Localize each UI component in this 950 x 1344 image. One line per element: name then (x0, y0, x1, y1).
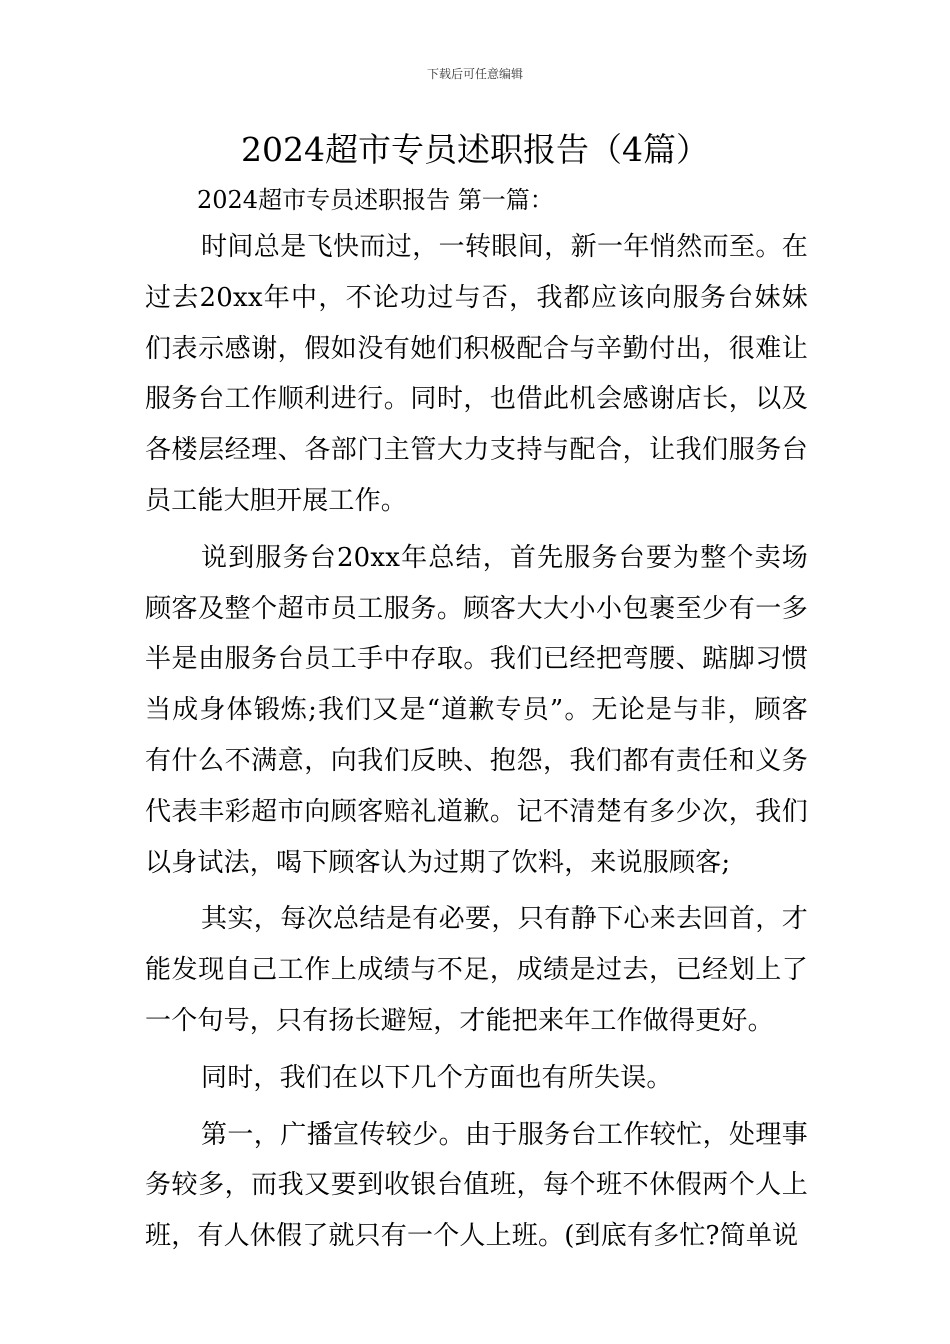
header-note: 下载后可任意编辑 (426, 67, 523, 81)
paragraph-1: 时间总是飞快而过，一转眼间，新一年悄然而至。在过去20xx年中，不论功过与否，我都应该向服务台妹妹们表示感谢，假如没有她们积极配合与辛勤付出，很难让服务台工作顺利进行。同时，也借此机会感谢店长，以及各楼层经理、各部门主管大力支持与配合，让我们服务台员工能大胆开展工作。 (145, 232, 808, 516)
document-body (145, 178, 808, 1262)
paragraph-3: 其实，每次总结是有必要，只有静下心来去回首，才能发现自己工作上成绩与不足，成绩是过去，已经划上了一个句号，只有扬长避短，才能把来年工作做得更好。 (145, 904, 808, 1036)
paragraph-2: 说到服务台20xx年总结，首先服务台要为整个卖场顾客及整个超市员工服务。顾客大大小小包裹至少有一多半是由服务台员工手中存取。我们已经把弯腰、踮脚习惯当成身体锻炼;我们又是“道歉专员”。无论是与非，顾客有什么不满意，向我们反映、抱怨，我们都有责任和义务代表丰彩超市向顾客赔礼道歉。记不清楚有多少次，我们以身试法，喝下顾客认为过期了饮料，来说服顾客; (145, 542, 808, 878)
paragraph-5: 第一，广播宣传较少。由于服务台工作较忙，处理事务较多，而我又要到收银台值班，每个班不休假两个人上班，有人休假了就只有一个人上班。(到底有多忙?简单说 (145, 1119, 808, 1252)
paragraph-4: 同时，我们在以下几个方面也有所失误。 (201, 1062, 673, 1093)
document-title: 2024超市专员述职报告（4篇） (241, 130, 709, 169)
section-heading: 2024超市专员述职报告 第一篇： (197, 186, 554, 214)
